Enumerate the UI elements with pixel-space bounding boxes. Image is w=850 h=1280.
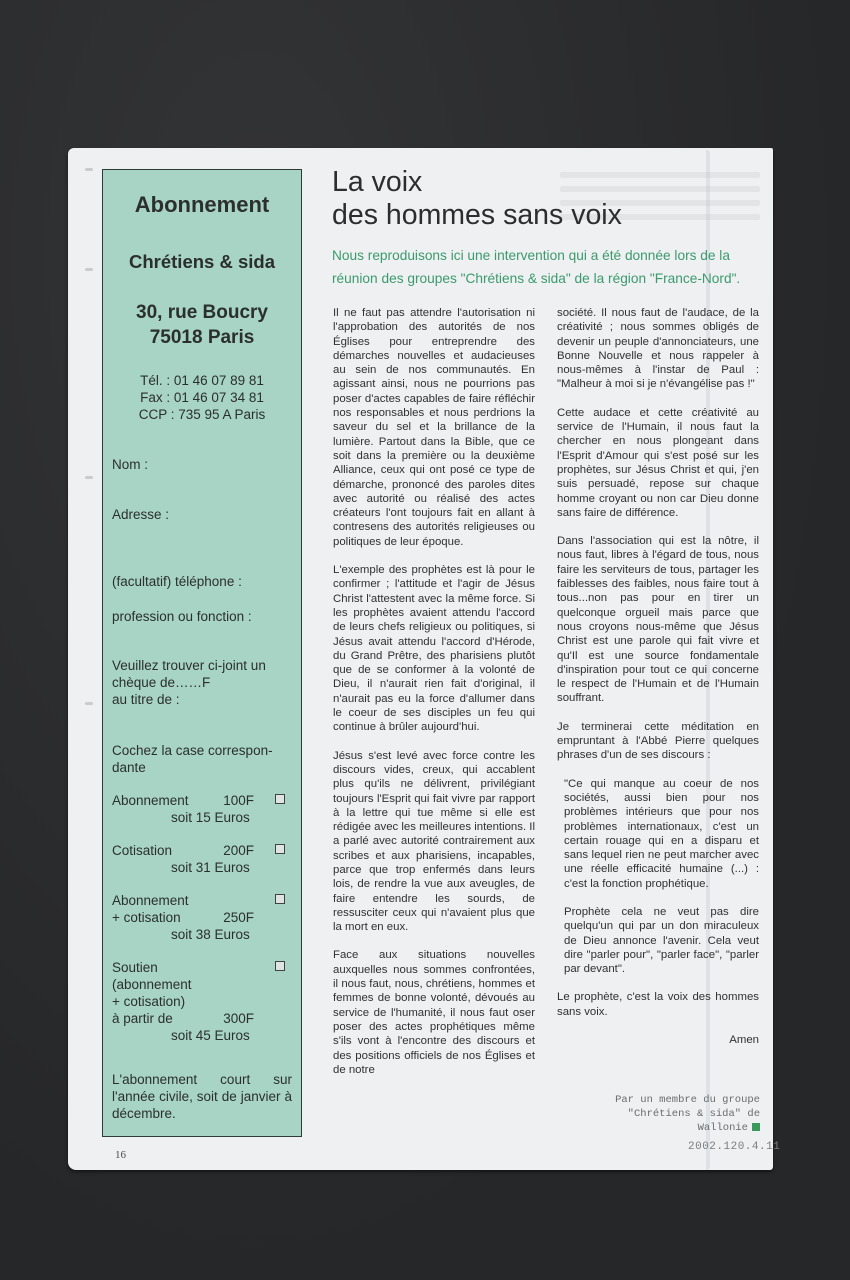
address-line-2: 75018 Paris <box>149 327 255 348</box>
cheque-line: au titre de : <box>112 692 180 707</box>
quote-paragraph: "Ce qui manque au coeur de nos sociétés, aussi bien pour nos problèmes intérieurs que pour nos problèmes internationaux, c'est un certain rouage qui en a disparu et sans lequel rien ne peut marcher avec une réelle efficacité humaine (...) : c'est la fonction prophétique. <box>564 777 759 890</box>
checkbox[interactable] <box>275 844 285 854</box>
option-label: à partir de <box>112 1011 173 1026</box>
option-cotisation[interactable] <box>112 842 292 876</box>
punch-mark <box>85 168 93 171</box>
option-label: + cotisation) <box>112 994 186 1009</box>
checkbox-instruction: Cochez la case correspon-dante <box>112 743 273 775</box>
option-euros: soit 31 Euros <box>171 860 250 875</box>
cheque-amount-line[interactable]: chèque de……F <box>112 675 211 690</box>
signature-line: Par un membre du groupe <box>615 1094 760 1106</box>
punch-mark <box>85 476 93 479</box>
cheque-note <box>112 657 292 708</box>
paragraph: L'exemple des prophètes est là pour le confirmer ; l'attitude et l'agir de Jésus Christ l'attestent avec la même force. Si les prophètes avaient attendu l'accord de leurs chefs religieux ou politiques, si Jésus avait attendu l'accord d'Hérode, du Grand Prêtre, des pharisiens plutôt que de se conformer à la volonté de Dieu, il n'aurait rien fait d'original, il n'aurait pas eu la force d'allumer dans le coeur de ses disciples un feu qui continue à brûler aujourd'hui. <box>333 564 535 734</box>
title-line: La voix <box>332 166 423 198</box>
option-label: Abonnement <box>112 793 189 808</box>
option-price: 100F <box>223 793 254 808</box>
field-telephone[interactable]: (facultatif) téléphone : <box>112 574 242 589</box>
checkbox[interactable] <box>275 794 285 804</box>
article-title <box>332 166 622 232</box>
article-intro: Nous reproduisons ici une intervention qui a été donnée lors de la réunion des groupes "Chrétiens & sida" de la région "France-Nord". <box>332 248 741 286</box>
subscription-form <box>102 169 302 1137</box>
article-column-1 <box>333 306 535 1091</box>
signature-line: "Chrétiens & sida" de <box>627 1108 760 1120</box>
option-label: + cotisation <box>112 910 181 925</box>
page-number: 16 <box>115 1149 126 1161</box>
contact-info <box>103 372 301 423</box>
organization-name: Chrétiens & sida <box>129 251 275 272</box>
paragraph: société. Il nous faut de l'audace, de la créativité ; nous sommes obligés de devenir un peuple d'annonciateurs, une Bonne Nouvelle et nous rappeler à nous-mêmes à l'instar de Paul : "Malheur à moi si je n'évangélise pas !" <box>557 307 759 391</box>
amen: Amen <box>729 1034 759 1047</box>
subscription-title: Abonnement <box>134 192 270 217</box>
paragraph: Face aux situations nouvelles auxquelles nous sommes confrontées, il nous faut, nous, chrétiens, hommes et femmes de bonne volonté, dévoués au service de l'humanité, il nous faut oser poser des actes prophétiques même s'ils vont à l'encontre des discours et des positions officiels de nos Églises et de notre <box>333 949 535 1076</box>
address-line-1: 30, rue Boucry <box>136 302 268 323</box>
option-price: 300F <box>223 1011 254 1026</box>
paragraph: Dans l'association qui est la nôtre, il nous faut, libres à l'égard de tous, nous faire les serviteurs de tous, partager les faiblesses des faibles, nous faire tout à tous...non pas pour en tirer un quelconque orgueil mais parce que nous croyons nous-même que Jésus Christ est une parole qui fait vivre et qu'Il est une source fondamentale d'inspiration pour tout ce qui concerne le respect de l'Humain et de l'Humain souffrant. <box>557 535 759 705</box>
quote-paragraph: Prophète cela ne veut pas dire quelqu'un qui par un don miraculeux de Dieu annonce l'avenir. Cela veut dire "parler pour", "parler face", "parler par devant". <box>564 905 759 976</box>
option-abonnement[interactable] <box>112 792 292 826</box>
cheque-line: Veuillez trouver ci-joint un <box>112 658 266 673</box>
postal-address <box>103 300 301 350</box>
paragraph: Je terminerai cette méditation en empruntant à l'Abbé Pierre quelques phrases d'un de ses discours : <box>557 720 759 762</box>
option-euros: soit 45 Euros <box>171 1028 250 1043</box>
signature-line: Wallonie <box>697 1122 748 1134</box>
option-price: 200F <box>223 843 254 858</box>
telephone: Tél. : 01 46 07 89 81 <box>140 373 264 388</box>
option-euros: soit 38 Euros <box>171 927 250 942</box>
article-column-2 <box>557 306 759 1061</box>
option-soutien[interactable] <box>112 959 292 1044</box>
option-euros: soit 15 Euros <box>171 810 250 825</box>
option-abonnement-cotisation[interactable] <box>112 892 292 943</box>
option-label: Abonnement <box>112 893 189 908</box>
closing-paragraph: Le prophète, c'est la voix des hommes sans voix. <box>557 991 759 1018</box>
field-nom[interactable]: Nom : <box>112 457 149 472</box>
article-signature <box>560 1093 760 1135</box>
punch-mark <box>85 702 93 705</box>
field-profession[interactable]: profession ou fonction : <box>112 609 252 624</box>
paragraph: Jésus s'est levé avec force contre les discours vides, creux, qui accablent plus qu'ils ne délivrent, privilégiant toujours l'Esprit qui fait vivre par rapport à la lettre qui tue même si elle est rédigée avec les meilleures intentions. Il a parlé avec autorité contrairement aux scribes et aux pharisiens, incapables, parce que trop enfermés dans leurs lois, de rendre la vue aux aveugles, de faire entendre les sourds, de ressusciter ceux qui n'avaient plus que la mort en eux. <box>333 749 535 934</box>
checkbox[interactable] <box>275 894 285 904</box>
accession-number: 2002.120.4.11 <box>688 1141 781 1153</box>
option-price: 250F <box>223 910 254 925</box>
field-adresse[interactable]: Adresse : <box>112 507 170 522</box>
title-line: des hommes sans voix <box>332 199 622 231</box>
subscription-period-note: L'abonnement court sur l'année civile, soit de janvier à décembre. <box>112 1072 292 1121</box>
option-label: (abonnement <box>112 977 192 992</box>
option-label: Cotisation <box>112 843 173 858</box>
ccp-account: CCP : 735 95 A Paris <box>138 407 266 422</box>
fax: Fax : 01 46 07 34 81 <box>140 390 264 405</box>
checkbox[interactable] <box>275 961 285 971</box>
end-mark-square-icon <box>752 1123 760 1131</box>
paragraph: Il ne faut pas attendre l'autorisation ni l'approbation des autorités de nos Églises pour entreprendre des démarches nouvelles et audacieuses au sein de nos communautés. En agissant ainsi, nous ne pourrions pas poser d'actes capables de faire réfléchir nos responsables et nous perdrions la saveur du sel et la brillance de la lumière. Partout dans la Bible, que ce soit dans la première ou la deuxième Alliance, ceux qui ont posé ce type de démarche, prononcé des paroles dites avec autorité ou réalisé des actes créateurs l'ont toujours fait en allant à contresens des autorités religieuses ou politiques de leur époque. <box>333 307 535 548</box>
punch-mark <box>85 268 93 271</box>
paragraph: Cette audace et cette créativité au service de l'Humain, il nous faut la chercher en nous plongeant dans l'Esprit d'Amour qui s'est posé sur les prophètes, sur Jésus Christ et qui, j'en suis persuadé, repose sur chaque homme croyant ou non car Dieu donne sans faire de différence. <box>557 406 759 519</box>
option-label: Soutien <box>112 960 158 975</box>
